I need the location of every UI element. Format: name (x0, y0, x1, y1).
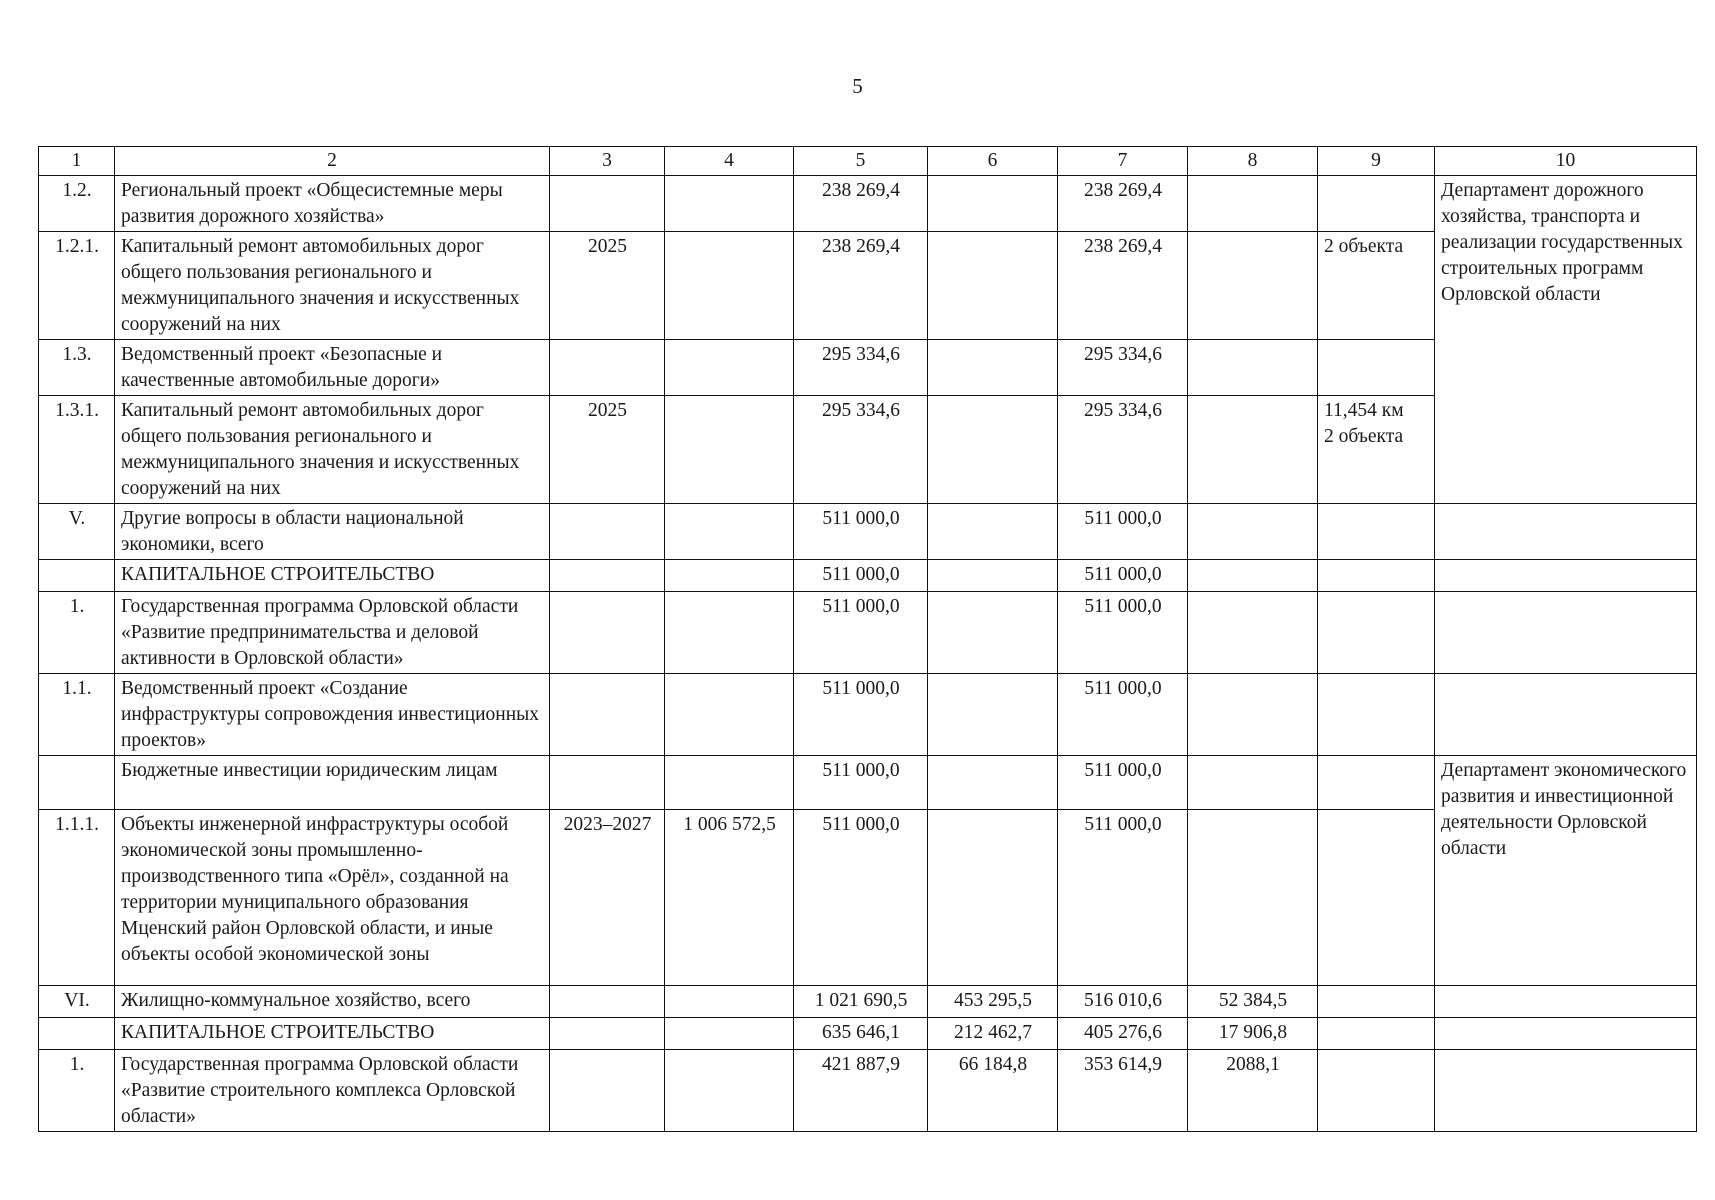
header-cell: 10 (1435, 147, 1697, 176)
estimated-cost (665, 674, 794, 756)
federal-budget (928, 810, 1058, 986)
responsible-department-empty (1435, 1018, 1697, 1050)
row-name: Ведомственный проект «Безопасные и качественные автомобильные дороги» (115, 340, 550, 396)
expected-result (1318, 1050, 1435, 1132)
total-amount: 238 269,4 (794, 176, 928, 232)
federal-budget (928, 340, 1058, 396)
regional-budget: 238 269,4 (1058, 176, 1188, 232)
table-row (39, 592, 1697, 674)
expected-result (1318, 560, 1435, 592)
responsible-department-empty (1435, 504, 1697, 560)
responsible-department: Департамент экономического развития и инвестиционной деятельности Орловской области (1435, 756, 1697, 986)
regional-budget: 295 334,6 (1058, 340, 1188, 396)
expected-result (1318, 674, 1435, 756)
estimated-cost (665, 1018, 794, 1050)
expected-result: 11,454 км 2 объекта (1318, 396, 1435, 504)
row-name: Бюджетные инвестиции юридическим лицам (115, 756, 550, 810)
header-cell: 8 (1188, 147, 1318, 176)
row-number (39, 560, 115, 592)
row-name: Объекты инженерной инфраструктуры особой экономической зоны промышленно-производственного типа «Орёл», созданной на территории муниципального образования Мценский район Орловской области, и иные объекты особой экономической зоны (115, 810, 550, 986)
row-name: Капитальный ремонт автомобильных дорог общего пользования регионального и межмуниципального значения и искусственных сооружений на них (115, 396, 550, 504)
local-budget (1188, 810, 1318, 986)
estimated-cost (665, 1050, 794, 1132)
federal-budget (928, 560, 1058, 592)
implementation-period (550, 1050, 665, 1132)
expected-result (1318, 176, 1435, 232)
responsible-department-empty (1435, 1050, 1697, 1132)
header-cell: 2 (115, 147, 550, 176)
local-budget (1188, 396, 1318, 504)
row-name: Ведомственный проект «Создание инфраструктуры сопровождения инвестиционных проектов» (115, 674, 550, 756)
implementation-period (550, 674, 665, 756)
responsible-department-empty (1435, 674, 1697, 756)
federal-budget: 212 462,7 (928, 1018, 1058, 1050)
budget-table (38, 146, 1697, 1132)
estimated-cost (665, 986, 794, 1018)
implementation-period: 2025 (550, 232, 665, 340)
row-name: Другие вопросы в области национальной экономики, всего (115, 504, 550, 560)
row-name: Региональный проект «Общесистемные меры развития дорожного хозяйства» (115, 176, 550, 232)
local-budget (1188, 592, 1318, 674)
federal-budget (928, 396, 1058, 504)
federal-budget (928, 504, 1058, 560)
header-cell: 4 (665, 147, 794, 176)
responsible-department-empty (1435, 986, 1697, 1018)
row-number: 1.1.1. (39, 810, 115, 986)
total-amount: 1 021 690,5 (794, 986, 928, 1018)
total-amount: 511 000,0 (794, 504, 928, 560)
implementation-period: 2023–2027 (550, 810, 665, 986)
regional-budget: 511 000,0 (1058, 504, 1188, 560)
total-amount: 511 000,0 (794, 560, 928, 592)
regional-budget: 405 276,6 (1058, 1018, 1188, 1050)
row-number: 1.3.1. (39, 396, 115, 504)
table-row (39, 504, 1697, 560)
implementation-period (550, 1018, 665, 1050)
total-amount: 511 000,0 (794, 592, 928, 674)
table-row (39, 986, 1697, 1018)
header-cell: 9 (1318, 147, 1435, 176)
table-row (39, 1018, 1697, 1050)
regional-budget: 511 000,0 (1058, 592, 1188, 674)
total-amount: 511 000,0 (794, 810, 928, 986)
federal-budget (928, 176, 1058, 232)
implementation-period (550, 560, 665, 592)
local-budget (1188, 232, 1318, 340)
local-budget (1188, 504, 1318, 560)
local-budget: 17 906,8 (1188, 1018, 1318, 1050)
table-row (39, 1050, 1697, 1132)
table-row (39, 176, 1697, 232)
page-number: 5 (852, 74, 863, 98)
local-budget: 52 384,5 (1188, 986, 1318, 1018)
table-row (39, 674, 1697, 756)
row-number: VI. (39, 986, 115, 1018)
header-cell: 3 (550, 147, 665, 176)
header-cell: 1 (39, 147, 115, 176)
implementation-period (550, 986, 665, 1018)
row-name: КАПИТАЛЬНОЕ СТРОИТЕЛЬСТВО (115, 1018, 550, 1050)
regional-budget: 511 000,0 (1058, 756, 1188, 810)
row-number: 1.3. (39, 340, 115, 396)
row-name: КАПИТАЛЬНОЕ СТРОИТЕЛЬСТВО (115, 560, 550, 592)
estimated-cost (665, 396, 794, 504)
estimated-cost (665, 232, 794, 340)
responsible-department-empty (1435, 560, 1697, 592)
implementation-period (550, 340, 665, 396)
expected-result (1318, 756, 1435, 810)
responsible-department: Департамент дорожного хозяйства, транспорта и реализации государственных строительных программ Орловской области (1435, 176, 1697, 504)
total-amount: 635 646,1 (794, 1018, 928, 1050)
implementation-period (550, 592, 665, 674)
implementation-period (550, 756, 665, 810)
header-cell: 5 (794, 147, 928, 176)
table-row (39, 560, 1697, 592)
row-number: V. (39, 504, 115, 560)
row-number: 1. (39, 592, 115, 674)
total-amount: 238 269,4 (794, 232, 928, 340)
total-amount: 511 000,0 (794, 756, 928, 810)
federal-budget (928, 232, 1058, 340)
local-budget (1188, 674, 1318, 756)
estimated-cost (665, 592, 794, 674)
header-cell: 6 (928, 147, 1058, 176)
local-budget (1188, 756, 1318, 810)
row-number: 1.2.1. (39, 232, 115, 340)
regional-budget: 511 000,0 (1058, 560, 1188, 592)
expected-result (1318, 592, 1435, 674)
row-name: Капитальный ремонт автомобильных дорог общего пользования регионального и межмуниципального значения и искусственных сооружений на них (115, 232, 550, 340)
regional-budget: 511 000,0 (1058, 810, 1188, 986)
implementation-period (550, 504, 665, 560)
total-amount: 295 334,6 (794, 396, 928, 504)
federal-budget: 453 295,5 (928, 986, 1058, 1018)
estimated-cost (665, 560, 794, 592)
row-name: Государственная программа Орловской области «Развитие строительного комплекса Орловской области» (115, 1050, 550, 1132)
table-row (39, 756, 1697, 810)
regional-budget: 511 000,0 (1058, 674, 1188, 756)
regional-budget: 353 614,9 (1058, 1050, 1188, 1132)
federal-budget: 66 184,8 (928, 1050, 1058, 1132)
row-number: 1.2. (39, 176, 115, 232)
local-budget: 2088,1 (1188, 1050, 1318, 1132)
expected-result: 2 объекта (1318, 232, 1435, 340)
estimated-cost (665, 340, 794, 396)
row-name: Государственная программа Орловской области «Развитие предпринимательства и деловой активности в Орловской области» (115, 592, 550, 674)
total-amount: 295 334,6 (794, 340, 928, 396)
row-number: 1. (39, 1050, 115, 1132)
local-budget (1188, 340, 1318, 396)
row-name: Жилищно-коммунальное хозяйство, всего (115, 986, 550, 1018)
header-row (39, 147, 1697, 176)
regional-budget: 238 269,4 (1058, 232, 1188, 340)
local-budget (1188, 560, 1318, 592)
estimated-cost: 1 006 572,5 (665, 810, 794, 986)
expected-result (1318, 1018, 1435, 1050)
responsible-department-empty (1435, 592, 1697, 674)
expected-result (1318, 340, 1435, 396)
federal-budget (928, 756, 1058, 810)
row-number: 1.1. (39, 674, 115, 756)
federal-budget (928, 592, 1058, 674)
expected-result (1318, 810, 1435, 986)
total-amount: 511 000,0 (794, 674, 928, 756)
header-cell: 7 (1058, 147, 1188, 176)
regional-budget: 516 010,6 (1058, 986, 1188, 1018)
expected-result (1318, 504, 1435, 560)
estimated-cost (665, 504, 794, 560)
regional-budget: 295 334,6 (1058, 396, 1188, 504)
federal-budget (928, 674, 1058, 756)
expected-result (1318, 986, 1435, 1018)
row-number (39, 756, 115, 810)
row-number (39, 1018, 115, 1050)
estimated-cost (665, 756, 794, 810)
total-amount: 421 887,9 (794, 1050, 928, 1132)
implementation-period: 2025 (550, 396, 665, 504)
estimated-cost (665, 176, 794, 232)
implementation-period (550, 176, 665, 232)
local-budget (1188, 176, 1318, 232)
